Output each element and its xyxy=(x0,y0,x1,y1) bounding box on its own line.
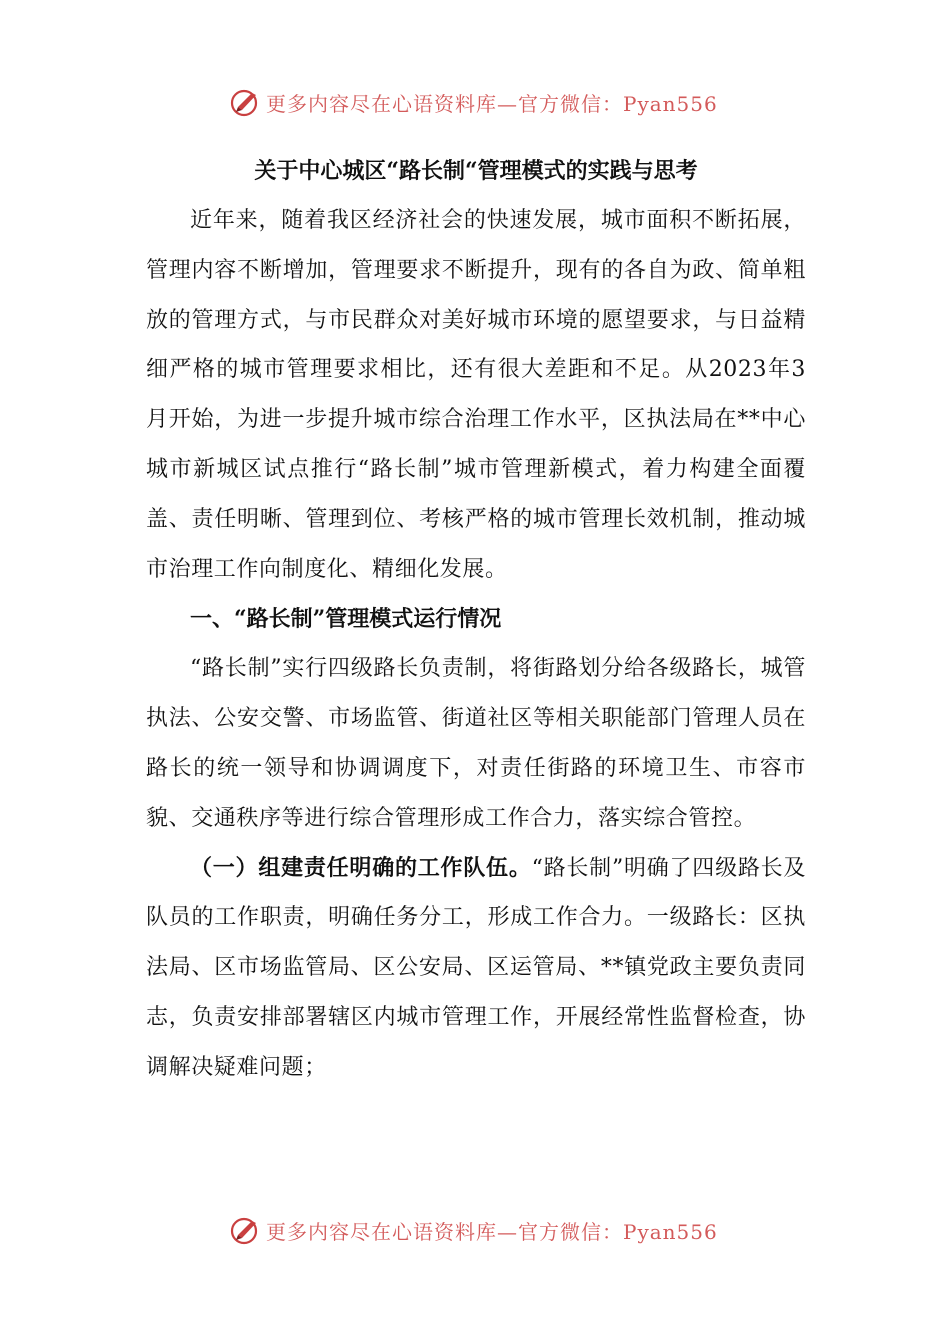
document-title: 关于中心城区“路长制“管理模式的实践与思考 xyxy=(254,158,698,184)
pen-circle-logo-icon xyxy=(228,1213,262,1247)
subsection-paragraph xyxy=(146,844,806,1093)
watermark-banner-top xyxy=(228,82,718,122)
subsection-text: “路长制”明确了四级路长及队员的工作职责，明确任务分工，形成工作合力。一级路长：区执法局、区市场监管局、区公安局、区运管局、**镇党政主要负责同志，负责安排部署辖区内城市管理工作，开展经常性监督检查，协调解决疑难问题； xyxy=(146,855,806,1080)
section-paragraph: “路长制”实行四级路长负责制，将街路划分给各级路长，城管执法、公安交警、市场监管、街道社区等相关职能部门管理人员在路长的统一领导和协调调度下，对责任街路的环境卫生、市容市貌、交通秩序等进行综合管理形成工作合力，落实综合管控。 xyxy=(146,656,806,831)
section-heading: 一、“路长制”管理模式运行情况 xyxy=(190,606,502,633)
subsection-lead: （一）组建责任明确的工作队伍。 xyxy=(190,854,532,881)
watermark-banner-bottom xyxy=(228,1210,718,1250)
document-body xyxy=(146,146,806,1093)
watermark-text: 更多内容尽在心语资料库—官方微信：Pyan556 xyxy=(266,91,718,116)
pen-circle-logo-icon xyxy=(228,85,262,119)
watermark-text: 更多内容尽在心语资料库—官方微信：Pyan556 xyxy=(266,1219,718,1244)
intro-paragraph: 近年来，随着我区经济社会的快速发展，城市面积不断拓展，管理内容不断增加，管理要求不断提升，现有的各自为政、简单粗放的管理方式，与市民群众对美好城市环境的愿望要求，与日益精细严格的城市管理要求相比，还有很大差距和不足。从2023年3月开始，为进一步提升城市综合治理工作水平，区执法局在**中心城市新城区试点推行“路长制”城市管理新模式，着力构建全面覆盖、责任明晰、管理到位、考核严格的城市管理长效机制，推动城市治理工作向制度化、精细化发展。 xyxy=(146,208,806,582)
